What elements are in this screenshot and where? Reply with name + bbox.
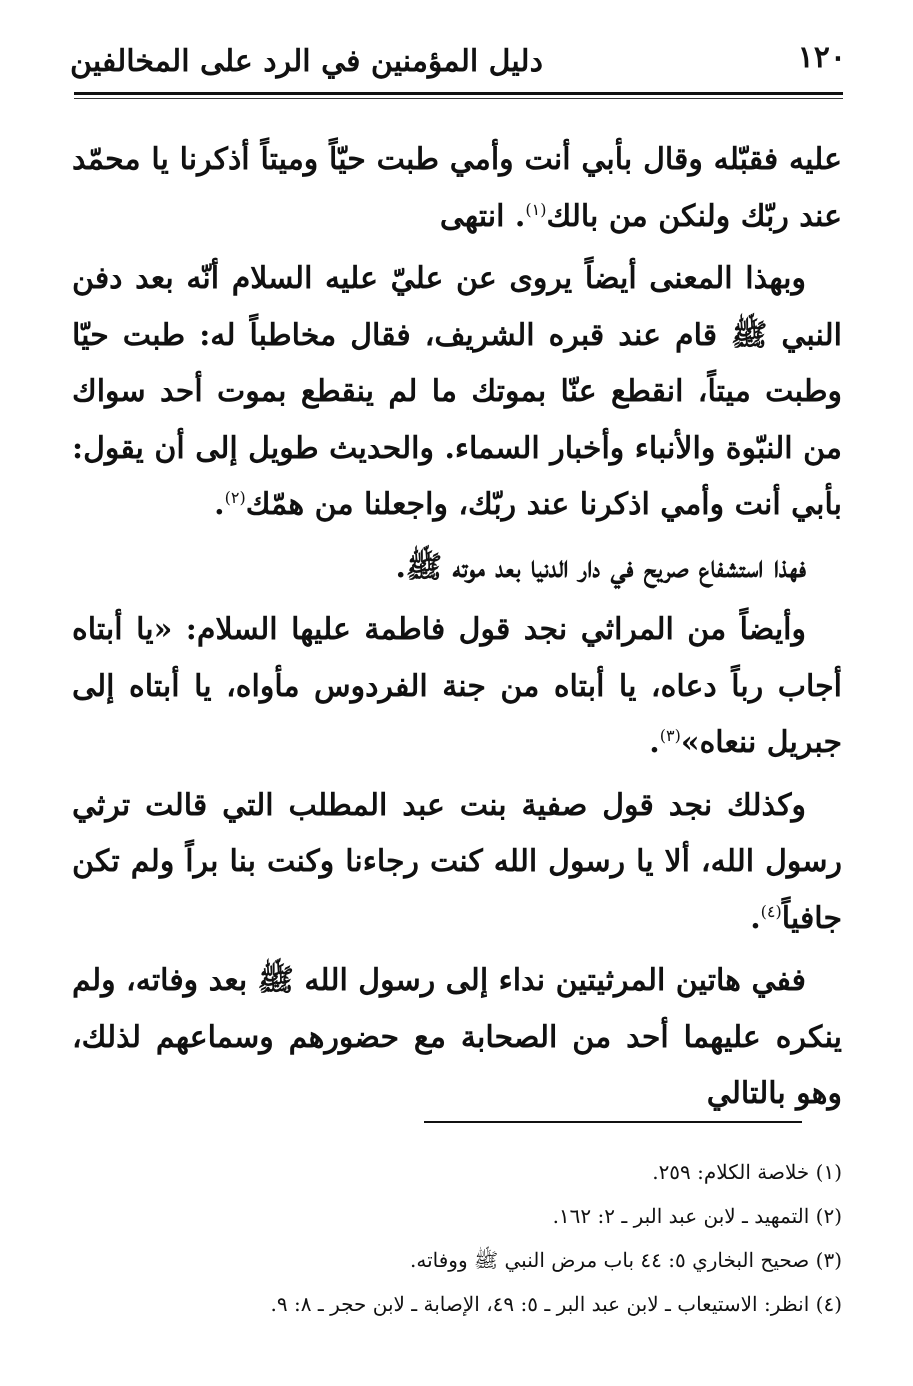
footnotes bbox=[72, 1150, 842, 1326]
paragraph-4-end: . bbox=[649, 725, 660, 760]
header-rule-thick bbox=[74, 92, 843, 95]
paragraph-5-end: . bbox=[750, 900, 761, 936]
paragraph-4-text: وأيضاً من المراثي نجد قول فاطمة عليها السلام: «يا أبتاه أجاب رباً دعاه، يا أبتاه من جنة الفردوس مأواه، يا أبتاه إلى جبريل ننعاه» bbox=[72, 612, 842, 760]
footnote-4: (٤) انظر: الاستيعاب ـ لابن عبد البر ـ ٥: ٤٩، الإصابة ـ لابن حجر ـ ٨: ٩. bbox=[270, 1292, 842, 1316]
paragraph-3-text: فهذا استشفاع صريح في دار الدنيا بعد موته ﷺ. bbox=[395, 549, 806, 585]
footnote-3: (٣) صحيح البخاري ٥: ٤٤ باب مرض النبي ﷺ ووفاته. bbox=[410, 1248, 842, 1272]
header-rule-thin bbox=[74, 98, 843, 99]
paragraph-5-text: وكذلك نجد قول صفية بنت عبد المطلب التي قالت ترثي رسول الله، ألا يا رسول الله كنت رجاءنا وكنت بنا براً ولم تكن جافياً bbox=[72, 787, 842, 936]
running-title: دليل المؤمنين في الرد على المخالفين bbox=[70, 44, 543, 79]
footnote-ref-4: (٤) bbox=[760, 901, 782, 921]
page-number: ١٢٠ bbox=[797, 40, 846, 75]
footnote-2: (٢) التمهيد ـ لابن عبد البر ـ ٢: ١٦٢. bbox=[552, 1204, 842, 1228]
main-text bbox=[72, 132, 842, 1123]
paragraph-4 bbox=[72, 602, 842, 772]
paragraph-3 bbox=[72, 540, 842, 597]
paragraph-1-text: عليه فقبّله وقال بأبي أنت وأمي طبت حيّاً وميتاً أذكرنا يا محمّد عند ربّك ولنكن من بالك bbox=[72, 142, 842, 234]
footnote-ref-2: (٢) bbox=[224, 488, 246, 507]
paragraph-5 bbox=[72, 778, 842, 948]
paragraph-2-end: . bbox=[214, 487, 225, 522]
paragraph-1-end: . انتهى bbox=[439, 198, 526, 234]
paragraph-2-text: وبهذا المعنى أيضاً يروى عن عليّ عليه السلام أنّه بعد دفن النبي ﷺ قام عند قبره الشريف، فقال مخاطباً له: طبت حيّا وطبت ميتاً، انقطع عنّا بموتك ما لم ينقطع بموت أحد سواك من النبّوة والأنباء وأخبار السماء. والحديث طويل إلى أن يقول: بأبي أنت وأمي اذكرنا عند ربّك، واجعلنا من همّك bbox=[72, 261, 842, 522]
footnote-ref-1: (١) bbox=[525, 199, 547, 219]
footnote-separator bbox=[424, 1121, 802, 1123]
paragraph-6 bbox=[72, 953, 842, 1123]
page-header bbox=[70, 34, 846, 90]
paragraph-6-text: ففي هاتين المرثيتين نداء إلى رسول الله ﷺ بعد وفاته، ولم ينكره عليهما أحد من الصحابة مع حضورهم وسماعهم لذلك، وهو بالتالي bbox=[72, 963, 842, 1111]
paragraph-1 bbox=[72, 132, 842, 245]
paragraph-2 bbox=[72, 251, 842, 534]
footnote-1: (١) خلاصة الكلام: ٢٥٩. bbox=[652, 1160, 842, 1184]
footnote-ref-3: (٣) bbox=[659, 726, 681, 745]
